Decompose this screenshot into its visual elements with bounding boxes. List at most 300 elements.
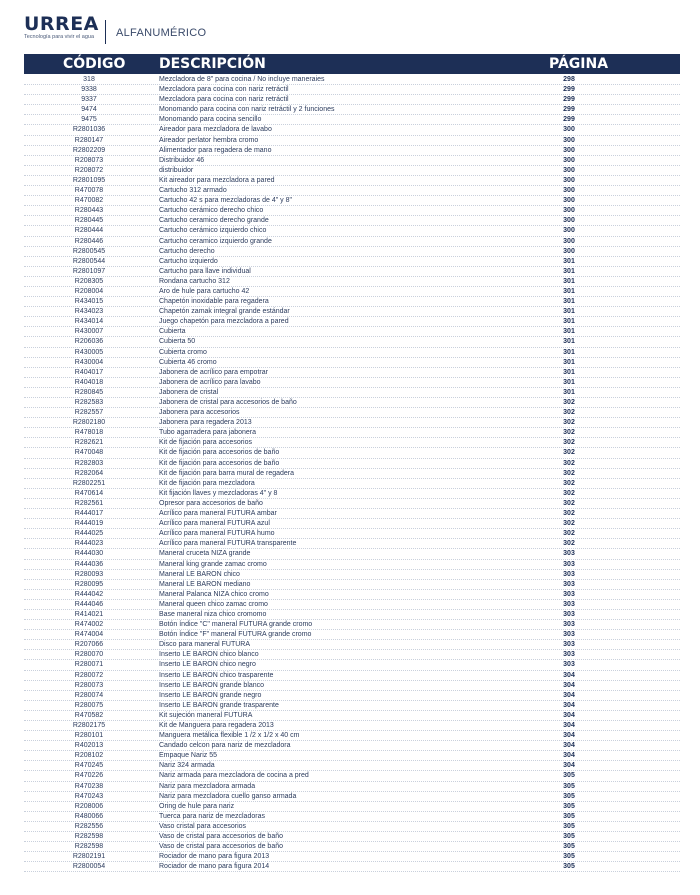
cell-page: 302 [563, 419, 575, 427]
cell-description: Nariz armada para mezcladora de cocina a pred [159, 772, 309, 780]
cell-page: 304 [563, 762, 575, 770]
cell-code: R444036 [74, 560, 104, 568]
cell-code: R444023 [74, 540, 104, 548]
table-row [24, 125, 680, 135]
cell-code: R2800544 [72, 257, 106, 265]
cell-description: Cartucho para llave individual [159, 267, 251, 275]
cell-description: Cartucho 312 armado [159, 187, 227, 195]
cell-page: 300 [563, 237, 575, 245]
cell-code: R282598 [74, 843, 104, 851]
cell-page: 301 [563, 277, 575, 285]
table-row [24, 862, 680, 872]
cell-code: R2801036 [72, 126, 106, 134]
cell-code: R444017 [74, 510, 104, 518]
cell-code: 9338 [81, 86, 97, 94]
cell-page: 305 [563, 822, 575, 830]
cell-code: R280443 [74, 207, 104, 215]
cell-description: Kit fijación llaves y mezcladoras 4" y 8 [159, 489, 278, 497]
table-row [24, 792, 680, 802]
cell-page: 302 [563, 540, 575, 548]
table-row [24, 206, 680, 216]
table-row [24, 489, 680, 499]
cell-description: Mezcladora de 8" para cocina / No incluye maneraies [159, 76, 325, 83]
cell-description: Vaso de cristal para accesorios de baño [159, 843, 283, 851]
cell-page: 301 [563, 257, 575, 265]
cell-description: Cartucho izquierdo [159, 257, 218, 265]
cell-code: R280093 [74, 570, 104, 578]
table-row [24, 640, 680, 650]
cell-page: 303 [563, 590, 575, 598]
cell-code: R478018 [74, 429, 104, 437]
cell-description: Maneral queen chico zamac cromo [159, 600, 268, 608]
cell-code: R404017 [74, 368, 104, 376]
cell-page: 301 [563, 388, 575, 396]
table-row [24, 671, 680, 681]
cell-page: 305 [563, 782, 575, 790]
cell-description: Inserto LE BARON grande trasparente [159, 701, 279, 709]
table-row [24, 590, 680, 600]
cell-description: Kit de fijación para barra mural de regadera [159, 469, 295, 477]
cell-code: R470238 [74, 782, 104, 790]
cell-page: 305 [563, 843, 575, 851]
cell-code: R434023 [74, 308, 104, 316]
cell-page: 303 [563, 610, 575, 618]
table-row [24, 105, 680, 115]
cell-description: Jabonera para accesorios [159, 409, 240, 417]
cell-page: 302 [563, 499, 575, 507]
column-header-code: CÓDIGO [63, 56, 126, 72]
table-row [24, 146, 680, 156]
cell-page: 300 [563, 227, 575, 235]
table-row [24, 136, 680, 146]
cell-page: 300 [563, 207, 575, 215]
cell-code: R444030 [74, 550, 104, 558]
cell-page: 302 [563, 520, 575, 528]
cell-code: R434015 [74, 298, 104, 306]
cell-description: Inserto LE BARON grande blanco [159, 681, 265, 689]
cell-code: R282621 [74, 439, 104, 447]
table-row [24, 852, 680, 862]
cell-page: 304 [563, 671, 575, 679]
cell-code: R2802180 [72, 419, 106, 427]
table-row [24, 630, 680, 640]
table-row [24, 428, 680, 438]
cell-code: R430005 [74, 348, 104, 356]
table-row [24, 832, 680, 842]
cell-description: Nariz 324 armada [159, 762, 215, 770]
table-row [24, 75, 680, 85]
cell-description: Aireador perlator hembra cromo [159, 136, 259, 144]
cell-description: Tubo agarradera para jabonera [159, 429, 257, 437]
table-row [24, 842, 680, 852]
cell-page: 302 [563, 399, 575, 406]
cell-code: R2802175 [72, 722, 106, 729]
cell-description: Inserto LE BARON chico blanco [159, 651, 259, 659]
cell-code: R208004 [74, 287, 104, 295]
cell-description: Rociador de mano para figura 2013 [159, 853, 270, 861]
cell-code: R402013 [74, 742, 104, 750]
table-row [24, 247, 680, 257]
cell-page: 300 [563, 126, 575, 134]
table-row [24, 327, 680, 337]
table-row [24, 479, 680, 489]
cell-description: Disco para maneral FUTURA [159, 641, 251, 649]
table-row [24, 267, 680, 277]
cell-code: R282803 [74, 459, 104, 467]
cell-page: 298 [563, 76, 575, 83]
cell-page: 301 [563, 358, 575, 366]
cell-description: Cubierta 46 cromo [159, 358, 217, 366]
table-row [24, 600, 680, 610]
cell-page: 303 [563, 560, 575, 568]
cell-code: R282583 [74, 399, 104, 406]
table-row [24, 438, 680, 448]
table-row [24, 681, 680, 691]
table-row [24, 469, 680, 479]
cell-description: Juego chapetón para mezcladora a pared [159, 318, 289, 326]
table-row [24, 226, 680, 236]
table-row [24, 711, 680, 721]
cell-page: 302 [563, 530, 575, 538]
cell-code: R280845 [74, 388, 104, 396]
cell-page: 301 [563, 348, 575, 356]
cell-description: Kit de fijación para mezcladora [159, 479, 255, 487]
cell-page: 300 [563, 166, 575, 174]
table-row [24, 216, 680, 226]
cell-description: Monomando para cocina con nariz retráctil y 2 funciones [159, 106, 335, 114]
cell-code: R208102 [74, 752, 104, 760]
table-row [24, 529, 680, 539]
cell-description: Cartucho ceramico izquierdo grande [159, 237, 272, 245]
cell-description: Nariz para mezcladora cuello ganso armada [159, 792, 297, 800]
cell-page: 301 [563, 368, 575, 376]
table-row [24, 166, 680, 176]
cell-code: R2802251 [72, 479, 106, 487]
cell-description: Maneral Palanca NIZA chico cromo [159, 590, 269, 598]
cell-page: 303 [563, 651, 575, 659]
table-row [24, 650, 680, 660]
table-row [24, 398, 680, 408]
cell-description: Alimentador para regadera de mano [159, 146, 272, 154]
table-row [24, 802, 680, 812]
cell-description: Inserto LE BARON chico negro [159, 661, 256, 669]
table-row [24, 499, 680, 509]
cell-code: R280147 [74, 136, 104, 144]
cell-code: R280095 [74, 580, 104, 588]
cell-code: R430007 [74, 328, 104, 336]
cell-description: Jabonera de acrílico para empotrar [159, 368, 268, 376]
cell-code: R208305 [74, 277, 104, 285]
table-row [24, 368, 680, 378]
table-row [24, 691, 680, 701]
table-row [24, 459, 680, 469]
table-row [24, 812, 680, 822]
cell-page: 305 [563, 812, 575, 820]
cell-description: Kit aireador para mezcladora a pared [159, 176, 275, 184]
cell-description: Inserto LE BARON grande negro [159, 691, 262, 699]
cell-code: R280072 [74, 671, 104, 679]
cell-code: R282561 [74, 499, 104, 507]
cell-description: Kit de Manguera para regadera 2013 [159, 722, 274, 729]
cell-description: Mezcladora para cocina con nariz retráctil [159, 96, 289, 104]
cell-description: Candado celcon para nariz de mezcladora [159, 742, 291, 750]
cell-code: R280070 [74, 651, 104, 659]
cell-code: R470582 [74, 711, 104, 719]
table-row [24, 257, 680, 267]
cell-page: 304 [563, 732, 575, 740]
cell-code: R404018 [74, 378, 104, 386]
cell-description: Chapetón inoxidable para regadera [159, 298, 269, 306]
cell-code: R282064 [74, 469, 104, 477]
table-row [24, 570, 680, 580]
cell-page: 302 [563, 479, 575, 487]
column-header-description: DESCRIPCIÓN [159, 56, 266, 72]
cell-description: Rondana cartucho 312 [159, 277, 230, 285]
cell-code: R470082 [74, 197, 104, 205]
table-row [24, 539, 680, 549]
table-row [24, 509, 680, 519]
cell-page: 303 [563, 600, 575, 608]
cell-description: Vaso cristal para accesorios [159, 822, 247, 830]
table-header [24, 54, 680, 74]
cell-code: R470243 [74, 792, 104, 800]
cell-page: 305 [563, 772, 575, 780]
table-row [24, 378, 680, 388]
cell-code: R470614 [74, 489, 104, 497]
cell-code: 9474 [81, 106, 97, 114]
cell-code: 9475 [81, 116, 97, 124]
table-row [24, 580, 680, 590]
cell-code: R444042 [74, 590, 104, 598]
cell-description: Botón índice "C" maneral FUTURA grande cromo [159, 621, 313, 629]
cell-description: Cubierta [159, 328, 186, 336]
table-row [24, 358, 680, 368]
table-row [24, 660, 680, 670]
cell-code: R434014 [74, 318, 104, 326]
cell-code: R280075 [74, 701, 104, 709]
cell-page: 299 [563, 116, 575, 124]
cell-code: R280445 [74, 217, 104, 225]
cell-page: 304 [563, 691, 575, 699]
table-row [24, 297, 680, 307]
cell-code: R444025 [74, 530, 104, 538]
cell-description: Kit sujeción maneral FUTURA [159, 711, 253, 719]
table-row [24, 782, 680, 792]
table-row [24, 337, 680, 347]
cell-code: R282598 [74, 833, 104, 841]
cell-description: Distribuidor 46 [159, 156, 205, 164]
cell-code: R470226 [74, 772, 104, 780]
cell-description: Inserto LE BARON chico trasparente [159, 671, 274, 679]
cell-code: R414021 [74, 610, 104, 618]
cell-description: Kit de fijación para accesorios de baño [159, 459, 280, 467]
table-row [24, 418, 680, 428]
cell-code: R206036 [74, 338, 104, 346]
cell-page: 305 [563, 792, 575, 800]
cell-code: R444019 [74, 520, 104, 528]
cell-description: Manguera metálica flexible 1 /2 x 1/2 x 40 cm [159, 732, 300, 740]
cell-page: 302 [563, 439, 575, 447]
cell-description: Jabonera de cristal [159, 388, 219, 396]
cell-code: R444046 [74, 600, 104, 608]
cell-code: R2800545 [72, 247, 106, 255]
table-row [24, 519, 680, 529]
cell-description: Aireador para mezcladora de lavabo [159, 126, 272, 134]
cell-page: 305 [563, 833, 575, 841]
cell-description: Opresor para accesorios de baño [159, 499, 263, 507]
cell-page: 300 [563, 187, 575, 195]
header-divider [105, 20, 106, 44]
table-row [24, 237, 680, 247]
cell-page: 302 [563, 489, 575, 497]
cell-description: Cartucho cerámico izquierdo chico [159, 227, 267, 235]
cell-page: 302 [563, 459, 575, 467]
cell-description: Jabonera de cristal para accesorios de baño [159, 399, 297, 406]
cell-page: 304 [563, 681, 575, 689]
cell-description: Nariz para mezcladora armada [159, 782, 256, 790]
brand-name: URREA [24, 13, 99, 35]
cell-code: R280444 [74, 227, 104, 235]
table-row [24, 741, 680, 751]
cell-description: Aro de hule para cartucho 42 [159, 287, 250, 295]
table-row [24, 85, 680, 95]
cell-code: R208006 [74, 802, 104, 810]
cell-code: R208072 [74, 166, 104, 174]
cell-code: R430004 [74, 358, 104, 366]
cell-page: 299 [563, 96, 575, 104]
table-row [24, 348, 680, 358]
cell-page: 300 [563, 197, 575, 205]
cell-page: 299 [563, 86, 575, 94]
table-row [24, 277, 680, 287]
cell-code: R280446 [74, 237, 104, 245]
index-table [24, 75, 680, 872]
cell-description: Empaque Nariz 55 [159, 752, 217, 760]
table-row [24, 287, 680, 297]
cell-page: 300 [563, 136, 575, 144]
cell-description: Kit de fijación para accesorios de baño [159, 449, 280, 457]
cell-page: 305 [563, 802, 575, 810]
cell-page: 300 [563, 146, 575, 154]
table-row [24, 156, 680, 166]
cell-description: Acrílico para maneral FUTURA azul [159, 520, 270, 528]
cell-description: Cartucho 42 s para mezcladoras de 4" y 8" [159, 197, 292, 205]
cell-code: R280071 [74, 661, 104, 669]
cell-page: 303 [563, 631, 575, 639]
cell-description: Maneral king grande zamac cromo [159, 560, 267, 568]
cell-page: 300 [563, 247, 575, 255]
cell-code: R282557 [74, 409, 104, 417]
table-row [24, 822, 680, 832]
cell-page: 303 [563, 580, 575, 588]
cell-page: 303 [563, 570, 575, 578]
cell-description: Jabonera para regadera 2013 [159, 419, 252, 427]
cell-code: R280074 [74, 691, 104, 699]
cell-code: R474002 [74, 621, 104, 629]
cell-description: Mezcladora para cocina con nariz retráctil [159, 86, 289, 94]
table-row [24, 448, 680, 458]
cell-description: Acrílico para maneral FUTURA humo [159, 530, 275, 538]
cell-code: R207066 [74, 641, 104, 649]
cell-code: R2802191 [72, 853, 106, 861]
cell-description: Cubierta cromo [159, 348, 207, 356]
table-row [24, 560, 680, 570]
cell-page: 303 [563, 661, 575, 669]
cell-description: Acrílico para maneral FUTURA ambar [159, 510, 277, 518]
cell-code: R470245 [74, 762, 104, 770]
table-row [24, 751, 680, 761]
cell-description: Cartucho cerámico derecho chico [159, 207, 264, 215]
table-row [24, 610, 680, 620]
cell-code: 9337 [81, 96, 97, 104]
cell-code: R470078 [74, 187, 104, 195]
cell-code: R208073 [74, 156, 104, 164]
cell-page: 301 [563, 378, 575, 386]
cell-page: 300 [563, 217, 575, 225]
cell-page: 303 [563, 621, 575, 629]
cell-description: Maneral cruceta NIZA grande [159, 550, 251, 558]
cell-page: 301 [563, 338, 575, 346]
cell-page: 301 [563, 267, 575, 275]
cell-page: 303 [563, 641, 575, 649]
cell-page: 299 [563, 106, 575, 114]
table-row [24, 620, 680, 630]
cell-code: R2800054 [72, 863, 106, 871]
cell-page: 300 [563, 156, 575, 164]
page-header [0, 0, 700, 50]
cell-page: 304 [563, 701, 575, 709]
cell-description: Tuerca para nariz de mezcladoras [159, 812, 265, 820]
table-row [24, 388, 680, 398]
cell-page: 300 [563, 176, 575, 184]
cell-code: R280073 [74, 681, 104, 689]
cell-page: 303 [563, 550, 575, 558]
cell-description: Cartucho ceramico derecho grande [159, 217, 269, 225]
cell-description: Base maneral niza chico cromomo [159, 610, 267, 618]
cell-code: R280101 [74, 732, 104, 740]
cell-page: 302 [563, 510, 575, 518]
table-row [24, 408, 680, 418]
cell-code: R2801095 [72, 176, 106, 184]
cell-code: R2801097 [72, 267, 106, 275]
table-row [24, 317, 680, 327]
cell-code: R2802209 [72, 146, 106, 154]
cell-description: Maneral LE BARON chico [159, 570, 240, 578]
table-row [24, 196, 680, 206]
cell-page: 301 [563, 298, 575, 306]
cell-description: Maneral LE BARON mediano [159, 580, 251, 588]
table-row [24, 701, 680, 711]
table-row [24, 307, 680, 317]
cell-page: 305 [563, 853, 575, 861]
cell-page: 302 [563, 429, 575, 437]
cell-description: Acrílico para maneral FUTURA transparente [159, 540, 297, 548]
cell-code: R474004 [74, 631, 104, 639]
cell-page: 305 [563, 863, 575, 871]
cell-page: 301 [563, 328, 575, 336]
cell-code: 318 [83, 76, 95, 83]
cell-page: 302 [563, 409, 575, 417]
cell-description: Monomando para cocina sencillo [159, 116, 262, 124]
brand-tagline: Tecnología para vivir el agua [24, 34, 95, 40]
table-row [24, 186, 680, 196]
section-title: ALFANUMÉRICO [116, 27, 207, 39]
cell-page: 301 [563, 318, 575, 326]
cell-page: 304 [563, 711, 575, 719]
cell-description: Kit de fijación para accesorios [159, 439, 252, 447]
table-row [24, 731, 680, 741]
cell-description: Botón índice "F" maneral FUTURA grande cromo [159, 631, 312, 639]
